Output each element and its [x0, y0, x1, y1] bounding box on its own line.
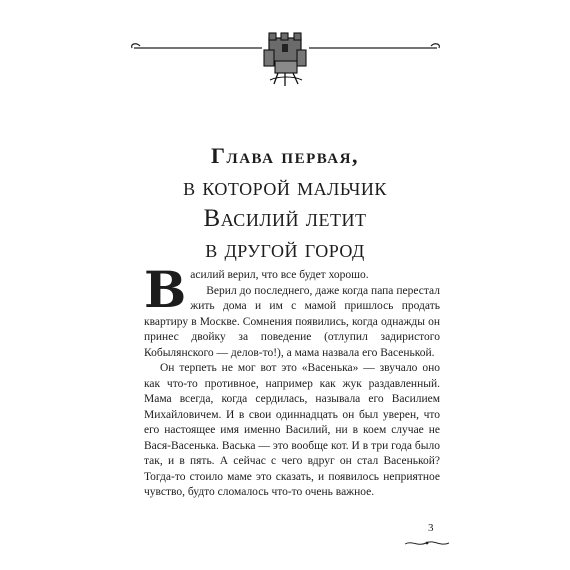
castle-tower-icon	[128, 28, 443, 88]
paragraph: Он терпеть не мог вот это «Васенька» — звучало оно как что-то противное, например как жук раздавленный. Мама всегда, когда сердилась, называла его Василием Михайловичем. И в свои одиннадцать он был уверен, что его настоящее имя именно Василий, ни в коем случае не Вася-Васенька. Васька — это вообще кот. И в три года было так, и в пять. А сейчас с чего вдруг он стал Васенькой? Тогда-то стоило маме это сказать, и появилось неприятное чувство, будто сломалось что-то очень важное.	[144, 362, 440, 498]
paragraph: Верил до последнего, даже когда папа перестал жить дома и им с мамой пришлось продать квартиру в Москве. Сомнения появились, когда однажды он принес двойку за поведение (отлупил задиристого Кобылянского — делов-то!), а мама назвала его Васенькой.	[144, 284, 440, 359]
chapter-title	[0, 172, 570, 265]
body-text	[144, 260, 440, 501]
paragraph: асилий верил, что все будет хорошо.	[190, 269, 369, 281]
chapter-label: Глава первая,	[211, 143, 359, 168]
chapter-title-line: в другой город	[205, 236, 365, 263]
dropcap: В	[144, 260, 187, 319]
chapter-title-line: Василий летит	[203, 205, 367, 232]
flourish-icon	[404, 538, 450, 548]
chapter-title-line: в которой мальчик	[183, 174, 387, 201]
page-number: 3	[428, 522, 434, 534]
